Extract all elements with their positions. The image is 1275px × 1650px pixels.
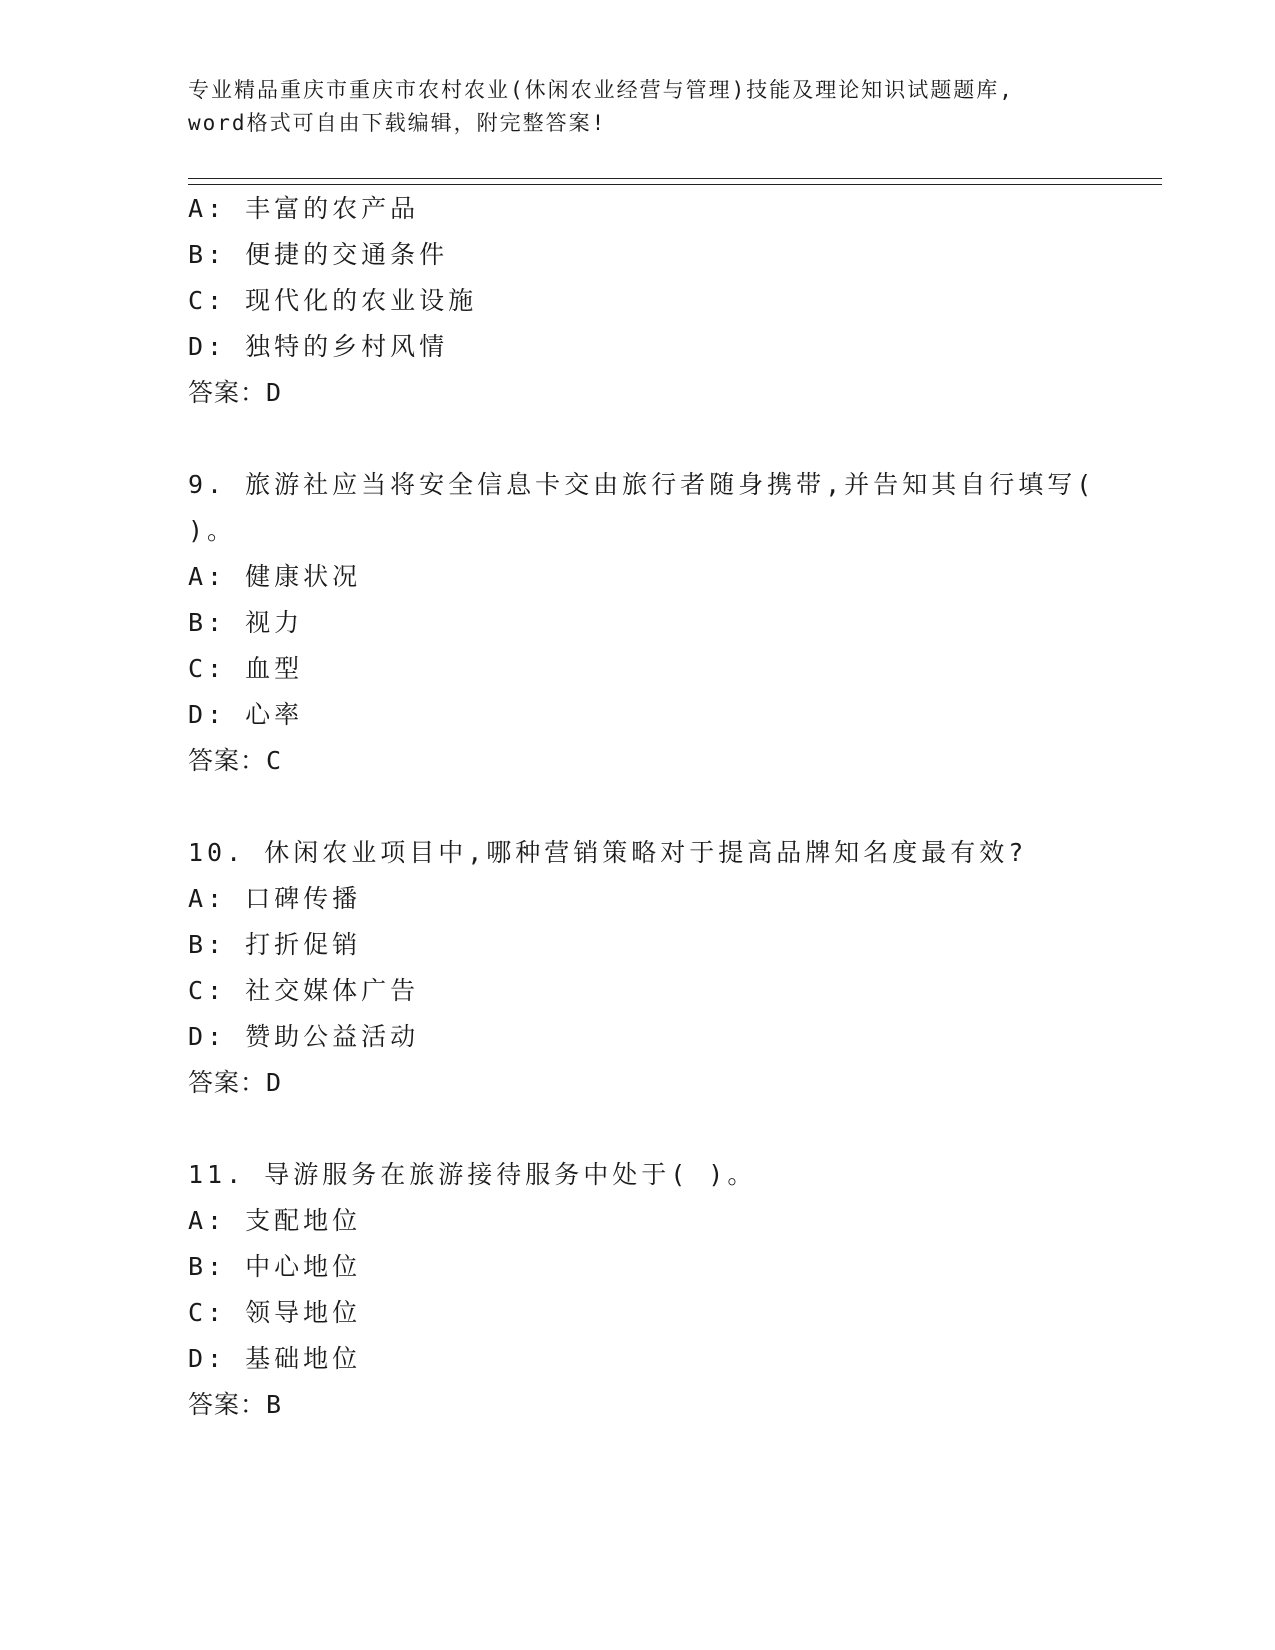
option-d: D: 心率 bbox=[188, 700, 304, 729]
question-stem: 9. 旅游社应当将安全信息卡交由旅行者随身携带,并告知其自行填写( bbox=[188, 470, 1096, 499]
question-8 bbox=[188, 186, 1168, 416]
option-b: B: 打折促销 bbox=[188, 930, 362, 959]
question-stem: 10. 休闲农业项目中,哪种营销策略对于提高品牌知名度最有效? bbox=[188, 838, 1028, 867]
option-a: A: 健康状况 bbox=[188, 562, 362, 591]
option-a: A: 丰富的农产品 bbox=[188, 194, 420, 223]
option-c: C: 领导地位 bbox=[188, 1298, 362, 1327]
answer-line: 答案：D bbox=[188, 1068, 283, 1097]
question-9 bbox=[188, 462, 1168, 784]
spacer bbox=[188, 784, 1168, 830]
spacer bbox=[188, 1106, 1168, 1152]
answer-line: 答案：C bbox=[188, 746, 283, 775]
question-11 bbox=[188, 1152, 1168, 1428]
option-c: C: 血型 bbox=[188, 654, 304, 683]
answer-line: 答案：D bbox=[188, 378, 283, 407]
option-b: B: 中心地位 bbox=[188, 1252, 362, 1281]
header-line-2: word格式可自由下载编辑，附完整答案! bbox=[188, 111, 607, 135]
option-a: A: 支配地位 bbox=[188, 1206, 362, 1235]
question-stem: 11. 导游服务在旅游接待服务中处于( )。 bbox=[188, 1160, 757, 1189]
spacer bbox=[188, 416, 1168, 462]
option-d: D: 独特的乡村风情 bbox=[188, 332, 449, 361]
option-a: A: 口碑传播 bbox=[188, 884, 362, 913]
answer-line: 答案：B bbox=[188, 1390, 283, 1419]
header-divider-top bbox=[188, 178, 1162, 179]
option-d: D: 赞助公益活动 bbox=[188, 1022, 420, 1051]
option-b: B: 便捷的交通条件 bbox=[188, 240, 449, 269]
option-c: C: 现代化的农业设施 bbox=[188, 286, 478, 315]
option-d: D: 基础地位 bbox=[188, 1344, 362, 1373]
header-line-1: 专业精品重庆市重庆市农村农业(休闲农业经营与管理)技能及理论知识试题题库, bbox=[188, 78, 1014, 102]
question-10 bbox=[188, 830, 1168, 1106]
question-stem-continued: )。 bbox=[188, 516, 237, 545]
option-b: B: 视力 bbox=[188, 608, 304, 637]
option-c: C: 社交媒体广告 bbox=[188, 976, 420, 1005]
header-divider-bottom bbox=[188, 184, 1162, 185]
document-header bbox=[188, 74, 1088, 140]
question-list bbox=[188, 186, 1168, 1428]
